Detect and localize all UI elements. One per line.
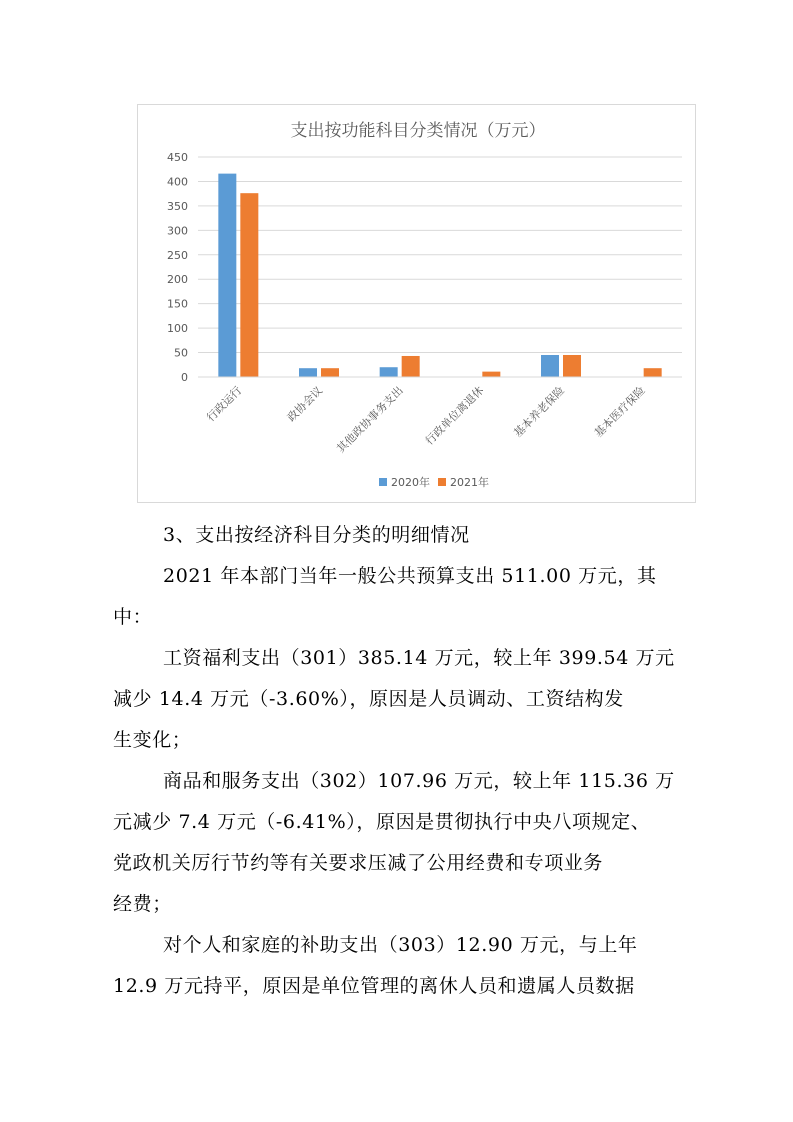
y-tick-label: 200 [167, 273, 188, 287]
legend-swatch [379, 478, 387, 486]
x-category-label: 其他政协事务支出 [334, 383, 406, 456]
legend-label: 2020年 [391, 476, 430, 489]
bar-2021年-基本医疗保险 [644, 368, 662, 377]
function-expenditure-chart [137, 104, 696, 503]
x-category-label: 行政运行 [204, 383, 245, 425]
paragraph-2-line-1: 工资福利支出（301）385.14 万元，较上年 399.54 万元 [163, 647, 675, 669]
legend-label: 2021年 [450, 476, 489, 489]
paragraph-4-line-1: 对个人和家庭的补助支出（303）12.90 万元，与上年 [163, 934, 638, 956]
paragraph-3-line-2: 元减少 7.4 万元（-6.41%），原因是贯彻执行中央八项规定、 [113, 811, 651, 833]
section-heading: 3、支出按经济科目分类的明细情况 [163, 524, 470, 546]
x-category-label: 基本医疗保险 [591, 383, 648, 440]
paragraph-3-line-1: 商品和服务支出（302）107.96 万元，较上年 115.36 万 [163, 770, 675, 792]
paragraph-1-line-1: 2021 年本部门当年一般公共预算支出 511.00 万元，其 [163, 565, 657, 587]
y-tick-label: 300 [167, 224, 188, 238]
bar-2020年-政协会议 [299, 368, 317, 377]
y-tick-label: 450 [167, 151, 188, 164]
bar-2021年-基本养老保险 [563, 355, 581, 377]
chart-canvas [138, 105, 697, 504]
bar-2021年-政协会议 [321, 368, 339, 377]
paragraph-3-line-4: 经费； [113, 893, 172, 915]
y-tick-label: 400 [167, 175, 188, 189]
y-tick-label: 150 [167, 297, 188, 311]
y-tick-label: 250 [167, 248, 188, 262]
bar-2020年-行政运行 [218, 174, 236, 377]
bar-2020年-基本养老保险 [541, 355, 559, 377]
y-tick-label: 100 [167, 322, 188, 336]
x-category-label: 基本养老保险 [511, 383, 568, 440]
x-category-label: 政协会议 [284, 383, 326, 425]
y-tick-label: 0 [181, 371, 188, 384]
chart-title: 支出按功能科目分类情况（万元） [290, 121, 546, 141]
paragraph-1-line-2: 中： [113, 606, 153, 628]
bar-2021年-行政运行 [240, 193, 258, 377]
y-tick-label: 50 [174, 346, 188, 360]
bar-2020年-其他政协事务支出 [380, 367, 398, 377]
y-tick-label: 350 [167, 199, 188, 213]
x-category-label: 行政单位离退休 [422, 383, 487, 448]
paragraph-4-line-2: 12.9 万元持平，原因是单位管理的离休人员和遗属人员数据 [113, 975, 635, 997]
paragraph-2-line-3: 生变化； [113, 729, 192, 751]
bar-2021年-行政单位离退休 [482, 372, 500, 377]
paragraph-2-line-2: 减少 14.4 万元（-3.60%），原因是人员调动、工资结构发 [113, 688, 624, 710]
legend-swatch [438, 478, 446, 486]
bar-2021年-其他政协事务支出 [402, 356, 420, 377]
paragraph-3-line-3: 党政机关厉行节约等有关要求压减了公用经费和专项业务 [113, 852, 604, 874]
